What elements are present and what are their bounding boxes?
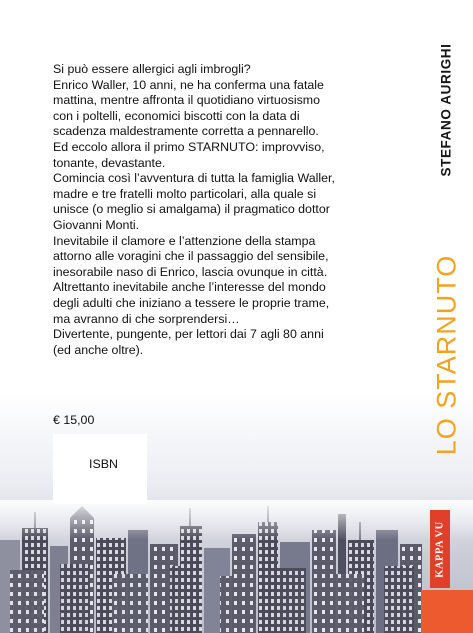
- blurb-line: tonante, devastante.: [53, 155, 166, 170]
- blurb-line: Divertente, pungente, per lettori dai 7 agli 80 anni: [53, 327, 324, 342]
- blurb-line: scadenza maldestramente corretta a pennarello.: [53, 124, 319, 139]
- blurb-line: con i poltelli, economici biscotti con la data di: [53, 108, 300, 123]
- orange-corner-block: [421, 590, 473, 633]
- city-skyline-illustration: [0, 500, 473, 633]
- blurb-line: ma avranno di che sorprendersi…: [53, 311, 240, 326]
- blurb-line: Giovanni Monti.: [53, 217, 140, 232]
- blurb-line: mattina, mentre affronta il quotidiano virtuosismo: [53, 93, 320, 108]
- isbn-label: ISBN: [89, 457, 118, 471]
- blurb-line: unisce (o meglio si amalgama) il pragmatico dottor: [53, 202, 330, 217]
- blurb-line: Comincia così l’avventura di tutta la famiglia Waller,: [53, 171, 335, 186]
- author-name: STEFANO AURIGHI: [438, 43, 454, 177]
- blurb-line: Ed eccolo allora il primo STARNUTO: improvviso,: [53, 139, 325, 154]
- blurb-line: madre e tre fratelli molto particolari, alla quale si: [53, 186, 317, 201]
- blurb-line: Si può essere allergici agli imbrogli?: [53, 62, 251, 76]
- blurb-line: Inevitabile il clamore e l’attenzione della stampa: [53, 233, 316, 248]
- book-title: LO STARNUTO: [431, 254, 462, 456]
- blurb-line: attorno alle voragini che il passaggio del sensibile,: [53, 249, 329, 264]
- isbn-box: [53, 434, 147, 504]
- publisher-logo: [430, 510, 450, 588]
- blurb-line: Enrico Waller, 10 anni, ne ha conferma una fatale: [53, 77, 324, 92]
- blurb-line: degli adulti che iniziano a tessere le proprie trame,: [53, 295, 330, 310]
- blurb-line: Altrettanto inevitabile anche l’interesse del mondo: [53, 280, 326, 295]
- price-label: € 15,00: [53, 413, 95, 427]
- back-cover-blurb: [53, 62, 383, 358]
- publisher-logo-text: KAPPA VU: [434, 520, 446, 578]
- blurb-line: (ed anche oltre).: [53, 342, 144, 357]
- blurb-line: inesorabile naso di Enrico, lascia ovunque in città.: [53, 264, 328, 279]
